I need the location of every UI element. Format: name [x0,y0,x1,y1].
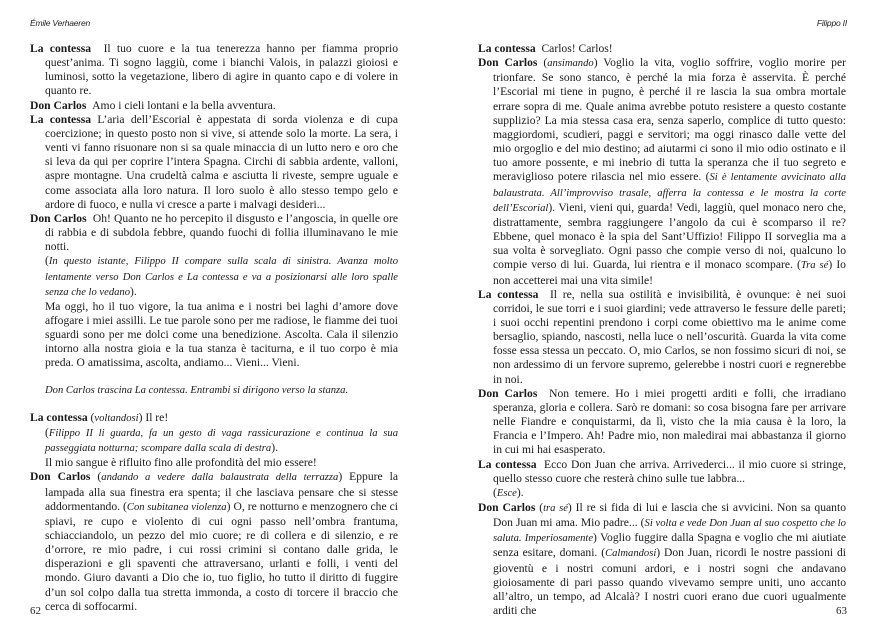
speech-continuation: Il mio sangue è rifluito fino alle profondità del mio essere! [45,456,317,470]
left-page [0,0,438,636]
stage-direction: Si volta e vede Don Juan al suo cospetto che lo saluta. Imperiosamente [493,518,846,545]
speaker-name: La contessa [478,42,536,55]
speech [30,212,398,371]
speaker-name: Don Carlos [30,98,87,112]
right-text-block [478,42,846,618]
speech-text: Io non accetterei mai una vita simile! [493,258,846,287]
speech [30,113,398,212]
speech-text: Don Juan, ricordi le nostre passioni di gioventù e i nostri comuni ardori, e i nostri sogni che andavano gioiosamente di pari passo quando vivevamo sempre uniti, uno accanto all’altro, un tempo, ad Alcalà? I nostri cuori erano due cuori ugualmente arditi che [493,546,846,618]
stage-direction: Si è lentamente avvicinato alla balaustrata. All’improvviso trasale, afferra la contessa e le mostra la corte dell’Escorial [493,172,846,214]
speech-text: Eppure la lampada alla sua finestra era spenta; il che lasciava pensare che si stesse addormentando. [45,470,398,513]
speech-text: O, re notturno e menzognero che ci spiavi, re cupo e violento di cui ogni passo nell’ombra frantuma, schiacciandolo, un pezzo del mio cuore; re di collera e di silenzio, e re d’orrore, re mio padre, i cui rossi crimini si contano dalle grida, le disperazioni e gli spaventi che attraversano, urlanti e folli, i venti del mondo. Giuro davanti a Dio che io, tuo figlio, ho tutto il diritto di fuggire d’un sol colpo dalla tua stretta immonda, a costo di torcere il braccio che cerca di soffocarmi. [45,499,398,613]
stage-direction: tra sé [543,503,568,514]
speech-text: Non temere. Ho i miei progetti arditi e folli, che irradiano speranza, gloria e collera. Sarò re domani: so cosa bisogna fare per arrivare nelle Fiandre e conquistarmi, da lì, visto che la mia causa è la loro, la Francia e l’Impero. Ah! Padre mio, non maledirai mai abbastanza il giorno in cui mi hai esasperato. [493,386,847,457]
speech-text: Il re, nella sua ostilità e invisibilità, è ovunque: è nei suoi corridoi, le sue torri e i suoi giardini; vede attraverso le fessure delle pareti; i suoi occhi repentini prendono i corpi come obiettivo ma le anime come bersaglio, spiando, nascosti, nella luce o nell’oscurità. Guarda la vita come fosse essa stessa un peccato. O, mio Carlos, se non fossimo sicuri di noi, se non ardessimo di un fervore supremo, gelerebbe i nostri cuori e regnerebbe in noi. [493,287,846,386]
running-head-title: Filippo II [816,18,847,28]
speech [478,458,846,501]
speaker-name: Don Carlos [478,56,538,70]
stage-direction: Calmandosi [605,548,657,560]
speech [478,42,846,56]
speaker-name: La contessa [30,112,92,126]
exit-direction: (Esce). [493,485,524,499]
stage-direction: ansimando [547,58,594,70]
stage-direction: Esce [496,487,517,499]
stage-direction: voltandosi [94,412,139,424]
stage-direction: Con subitanea violenza [126,501,227,513]
speech: La contessa (voltandosi) Il re! (Filippo II li guarda, fa un gesto di vaga rassicurazione e continua la sua passeggiata notturna; scompare dalla scala di destra). Il mio sangue è rifluito fino alle profondità del mio essere! [30,410,398,470]
left-text-block [30,42,398,614]
page-number: 62 [30,605,41,617]
speaker-name: La contessa [30,42,92,55]
stage-direction-block: (In questo istante, Filippo II compare sulla scala di sinistra. Avanza molto lentamente verso Don Carlos e La contessa e va a posizionarsi alle loro spalle senza che lo vedano). [45,254,398,298]
speech-text: Amo i cieli lontani e la bella avventura. [92,98,276,112]
running-head-author: Émile Verhaeren [30,18,90,28]
speaker-name: Don Carlos [30,211,87,225]
stage-direction: Tra sé [800,260,829,272]
speech-text: Il tuo cuore e la tua tenerezza hanno per fiamma proprio quest’anima. Ti sogno laggiù, come i bianchi Valois, in palazzi gioiosi e luminosi, sotto la vegetazione, libero di agire in quanto capo e di volere in quanto re. [45,42,398,98]
page-number: 63 [836,605,847,617]
speech [30,99,398,113]
speech: Don Carlos (tra sé) Il re si fida di lui e lascia che si avvicini. Non sa quanto Don Juan mi ama. Mio padre... (Si volta e vede Don Juan al suo cospetto che lo saluta. Imperiosamente) Voglio fuggire dalla Spagna e voglio che mi aiutiate senza esitare, domani. (Calmandosi) Don Juan, ricordi le nostre passioni di gioventù e i nostri comuni ardori, e i nostri sogni che andavano gioiosamente di pari passo quando vivevamo sempre uniti, uno accanto all’altro, un tempo, ad Alcalà? I nostri cuori erano due cuori ugualmente arditi che [478,501,846,618]
speech-text: Voglio la vita, voglio soffrire, voglio morire per trionfare. Se sono stanco, è perché la mia forza è asservita. È perché l’Escorial mi tiene in pugno, è perché il re lascia la sua ombra mortale errare sopra di me. Quale anima avrebbe potuto resistere a questo costante supplizio? La mia stessa casa era, senza saperlo, complice di tutto questo: maggiordomi, scudieri, paggi e servitori; ma oggi rinasco dalle vette del mio orgoglio e del mio destino; ad aiutarmi ci sono il mio odio ostinato e il tuo amore possente, e mi inebrio di tutta la speranza che il tuo segreto e meraviglioso potere rilascia nel mio essere. [493,56,846,184]
stage-direction-block: (Filippo II li guarda, fa un gesto di vaga rassicurazione e continua la sua passeggiata notturna; scompare dalla scala di destra). [45,425,398,455]
right-page [438,0,877,636]
speech: Don Carlos (andando a vedere dalla balaustrata della terrazza) Eppure la lampada alla sua finestra era spenta; il che lasciava pensare che si stesse addormentando. (Con subitanea violenza) O, re notturno e menzognero che ci spiavi, re cupo e violento di cui ogni passo nell’ombra frantuma, schiacciandolo, un pezzo del mio cuore; re di collera e di silenzio, e re d’orrore, re mio padre, i cui rossi crimini si contano dalle grida, le disperazioni e gli spaventi che attraversano, urlanti e folli, i venti del mondo. Giuro davanti a Dio che io, tuo figlio, ho tutto il diritto di fuggire d’un sol colpo dalla tua stretta immonda, a costo di torcere il braccio che cerca di soffocarmi. [30,470,398,613]
speech-text: Carlos! Carlos! [541,42,613,55]
stage-direction: Filippo II li guarda, fa un gesto di vaga rassicurazione e continua la sua passeggiata notturna; scompare dalla scala di destra [45,427,398,455]
speaker-name: La contessa [30,410,88,424]
speech-text: Ecco Don Juan che arriva. Arrivederci... il mio cuore si stringe, quello stesso cuore che resterà chino sulle tue labbra... [493,457,846,485]
speaker-name: Don Carlos [478,386,538,400]
speaker-name: La contessa [478,457,537,471]
speech-text: Vieni, vieni qui, guarda! Vedi, laggiù, quel monaco nero che, distrattamente, sembra raggiungere l’angolo da cui è scomparso il re? Ebbene, quel monaco è la spia del Sant’Uffizio! Filippo II sorveglia ma a sua volta è sorvegliato. Ogni passo che compie verso di noi, qualcuno lo compie verso di lui. Guarda, lui rientra e il monaco scompare. [493,200,846,272]
speaker-name: Don Carlos [478,501,536,514]
speech-text: Oh! Quanto ne ho percepito il disgusto e l’angoscia, in quelle ore di rabbia e di subdola febbre, quando fuochi di follia illuminavano le mie notti. [45,211,398,254]
speech-text: Voglio fuggire dalla Spagna e voglio che mi aiutiate senza esitare, domani. [493,531,846,560]
speech [478,288,846,387]
speech-text: L’aria dell’Escorial è appestata di sorda violenza e di cupa coercizione; in questo posto non si vive, si attende solo la morte. La sera, i venti vi fanno risuonare non si sa quale minaccia di un lutto nero e oro che si leva da qui per coprire l’intera Spagna. Circhi di sabbia ardente, valloni, aspre montagne. Una crudeltà calma e asciutta li riveste, sempre uguale e come associata alla loro natura. Il loro suolo è allo stesso tempo gelo e ardore di fuoco, e nulla vi cresce a parte i malvagi desideri... [45,112,398,211]
speech-continuation: Ma oggi, ho il tuo vigore, la tua anima e i nostri bei laghi d’amore dove affogare i miei assilli. Le tue parole sono per me radiose, le fiamme dei tuoi sguardi sono per me dolci come una benedizione. Ascolta. Cala il silenzio intorno alla nostra gioia e la tua stanza è taciturna, e il tuo corpo è mia preda. O amatissima, ascolta, andiamo... Vieni... Vieni. [45,299,398,370]
speech-text: Il re si fida di lui e lascia che si avvicini. Non sa quanto Don Juan mi ama. Mio padre... [493,501,846,530]
speaker-name: La contessa [478,287,539,301]
speech-text: Il re! [145,410,169,424]
speech [478,387,846,458]
speech: Don Carlos (ansimando) Voglio la vita, voglio soffrire, voglio morire per trionfare. Se sono stanco, è perché la mia forza è asservita. È perché l’Escorial mi tiene in pugno, è perché il re lascia la sua ombra mortale errare sopra di me. Quale anima avrebbe potuto resistere a questo costante supplizio? La mia stessa casa era, senza saperlo, complice di tutto questo: maggiordomi, scudieri, paggi e servitori; ma oggi rinasco dalle vette del mio orgoglio e del mio destino; ad aiutarmi ci sono il mio odio ostinato e il tuo amore possente, e mi inebrio di tutta la speranza che il tuo segreto e meraviglioso potere rilascia nel mio essere. (Si è lentamente avvicinato alla balaustrata. All’improvviso trasale, afferra la contessa e le mostra la corte dell’Escorial). Vieni, vieni qui, guarda! Vedi, laggiù, quel monaco nero che, distrattamente, sembra raggiungere l’angolo da cui è scomparso il re? Ebbene, quel monaco è la spia del Sant’Uffizio! Filippo II sorveglia ma a sua volta è sorvegliato. Ogni passo che compie verso di noi, qualcuno lo compie verso di lui. Guarda, lui rientra e il monaco scompare. (Tra sé) Io non accetterei mai una vita simile! [478,56,846,287]
stage-direction: andando a vedere dalla balaustrata della terrazza [101,472,339,484]
speech [30,42,398,99]
stage-direction: In questo istante, Filippo II compare sulla scala di sinistra. Avanza molto lentamente verso Don Carlos e La contessa e va a posizionarsi alle loro spalle senza che lo vedano [45,256,398,298]
speaker-name: Don Carlos [30,470,91,484]
stage-action: Don Carlos trascina La contessa. Entrambi si dirigono verso la stanza. [45,384,349,396]
